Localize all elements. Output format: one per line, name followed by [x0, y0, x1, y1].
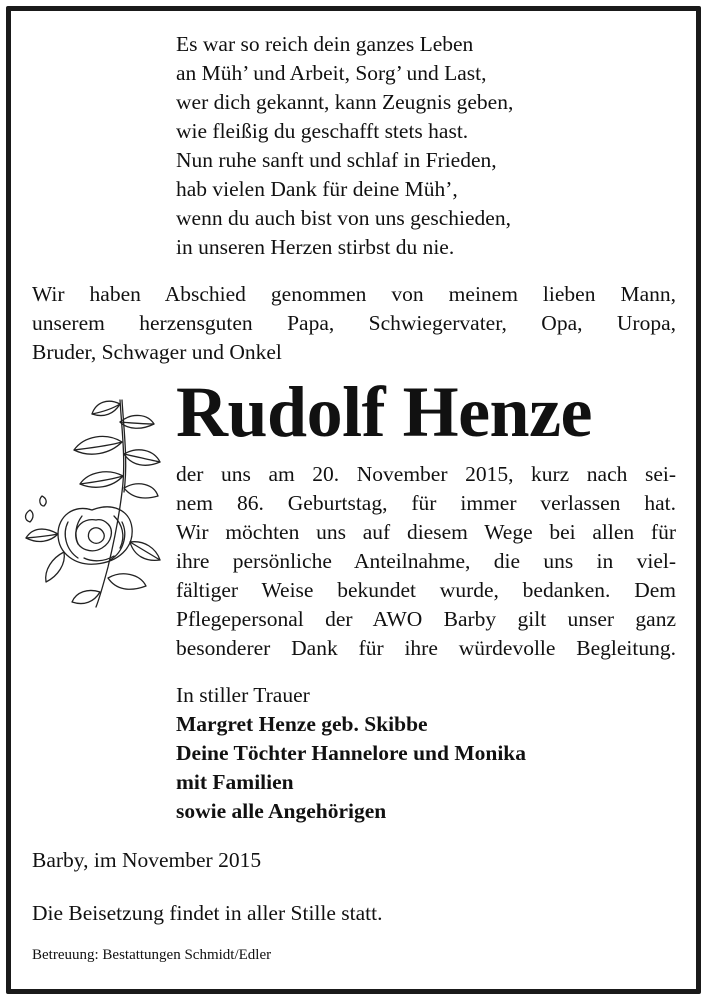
- poem-line: in unseren Herzen stirbst du nie.: [176, 235, 455, 259]
- mourner-line: Margret Henze geb. Skibbe: [176, 712, 428, 736]
- intro-line: unserem herzensguten Papa, Schwiegervater, Opa, Uropa,: [32, 311, 676, 335]
- poem-line: Es war so reich dein ganzes Leben: [176, 32, 474, 56]
- poem-line: wenn du auch bist von uns geschieden,: [176, 206, 511, 230]
- mourner-line: Deine Töchter Hannelore und Monika: [176, 741, 527, 765]
- funeral-note: Die Beisetzung findet in aller Stille statt.: [32, 901, 383, 925]
- poem-line: an Müh’ und Arbeit, Sorg’ und Last,: [176, 61, 487, 85]
- poem-line: hab vielen Dank für deine Müh’,: [176, 177, 458, 201]
- message-line: der uns am 20. November 2015, kurz nach sei-: [176, 462, 676, 486]
- poem-line: wie fleißig du geschafft stets hast.: [176, 119, 469, 143]
- message-line: ihre persönliche Anteilnahme, die uns in viel-: [176, 549, 676, 573]
- place-date: Barby, im November 2015: [32, 848, 262, 872]
- message-line: Pflegepersonal der AWO Barby gilt unser ganz: [176, 607, 676, 631]
- message-line: nem 86. Geburtstag, für immer verlassen hat.: [176, 491, 676, 515]
- rose-drawing-icon: [22, 392, 172, 612]
- intro-line: Wir haben Abschied genommen von meinem lieben Mann,: [32, 282, 676, 306]
- message-line: besonderer Dank für ihre würdevolle Begleitung.: [176, 636, 676, 660]
- mourning-label: In stiller Trauer: [176, 683, 310, 707]
- message-line: fältiger Weise bekundet wurde, bedanken. Dem: [176, 578, 676, 602]
- mourner-line: sowie alle Angehörigen: [176, 799, 387, 823]
- mourner-line: mit Familien: [176, 770, 294, 794]
- poem-line: wer dich gekannt, kann Zeugnis geben,: [176, 90, 514, 114]
- poem-line: Nun ruhe sanft und schlaf in Frieden,: [176, 148, 497, 172]
- care-note: Betreuung: Bestattungen Schmidt/Edler: [32, 947, 272, 963]
- message-line: Wir möchten uns auf diesem Wege bei allen für: [176, 520, 676, 544]
- intro-line: Bruder, Schwager und Onkel: [32, 340, 282, 364]
- deceased-name: Rudolf Henze: [176, 372, 592, 452]
